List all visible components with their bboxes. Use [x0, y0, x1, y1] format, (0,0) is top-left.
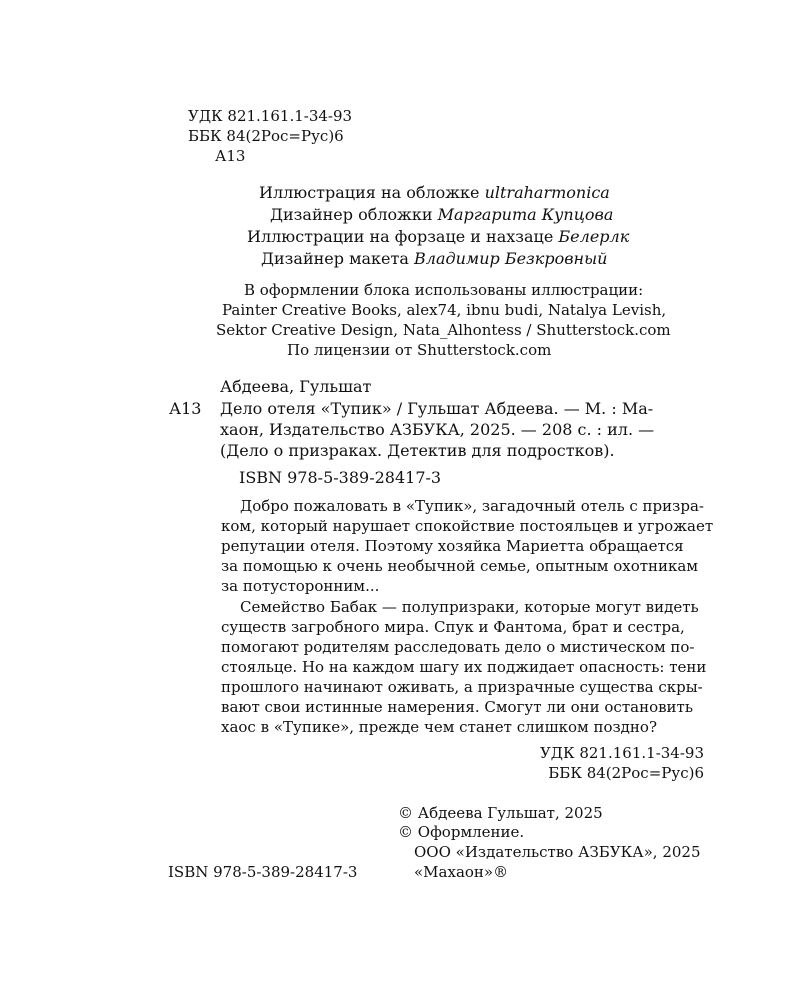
- bottom-bbk-code: ББК 84(2Рос=Рус)6: [548, 764, 704, 782]
- author-mark: А13: [215, 147, 246, 165]
- catalog-line: хаон, Издательство АЗБУКА, 2025. — 208 с. : ил. —: [220, 420, 655, 439]
- annotation-line: ком, который нарушает спокойствие постояльцев и угрожает: [221, 517, 714, 535]
- copyright-author: © Абдеева Гульшат, 2025: [398, 804, 603, 822]
- copyright-imprint: «Махаон»®: [414, 863, 509, 881]
- sources-heading: В оформлении блока использованы иллюстрации:: [244, 281, 644, 299]
- annotation-line: репутации отеля. Поэтому хозяйка Мариетта обращается: [221, 537, 684, 555]
- annotation-line: за помощью к очень необычной семье, опытным охотникам: [221, 557, 699, 575]
- credit-cover-illustration: Иллюстрация на обложке ultraharmonica: [259, 183, 610, 202]
- catalog-line: (Дело о призраках. Детектив для подростков).: [220, 441, 615, 460]
- copyright-publisher: ООО «Издательство АЗБУКА», 2025: [414, 843, 701, 861]
- catalog-mark: А13: [169, 399, 202, 418]
- license-line: По лицензии от Shutterstock.com: [287, 341, 552, 359]
- annotation-line: стояльце. Но на каждом шагу их поджидает опасность: тени: [221, 658, 707, 676]
- sources-line: Painter Creative Books, alex74, ibnu budi, Natalya Levish,: [222, 301, 667, 319]
- annotation-line: существ загробного мира. Спук и Фантома, брат и сестра,: [221, 618, 685, 636]
- bottom-isbn: ISBN 978-5-389-28417-3: [168, 863, 358, 881]
- annotation-line: Добро пожаловать в «Тупик», загадочный отель с призра-: [240, 497, 704, 515]
- annotation-line: хаос в «Тупике», прежде чем станет слишком поздно?: [221, 718, 657, 736]
- bbk-code: ББК 84(2Рос=Рус)6: [188, 127, 344, 145]
- annotation-line: помогают родителям расследовать дело о мистическом по-: [221, 638, 695, 656]
- credit-layout-designer: Дизайнер макета Владимир Безкровный: [261, 249, 608, 268]
- copyright-design: © Оформление.: [398, 823, 525, 841]
- catalog-line: Дело отеля «Тупик» / Гульшат Абдеева. — М. : Ма-: [220, 399, 654, 418]
- catalog-isbn: ISBN 978-5-389-28417-3: [239, 468, 442, 487]
- sources-line: Sektor Creative Design, Nata_Alhontess / Shutterstock.com: [216, 321, 671, 339]
- bottom-udk-code: УДК 821.161.1-34-93: [539, 744, 704, 762]
- credit-cover-designer: Дизайнер обложки Маргарита Купцова: [270, 205, 614, 224]
- annotation-line: Семейство Бабак — полупризраки, которые могут видеть: [240, 598, 699, 616]
- udk-code: УДК 821.161.1-34-93: [188, 107, 353, 125]
- catalog-author: Абдеева, Гульшат: [220, 377, 372, 396]
- annotation-line: за потусторонним...: [221, 577, 380, 595]
- annotation-line: вают свои истинные намерения. Смогут ли они остановить: [221, 698, 694, 716]
- credit-endpaper-illustration: Иллюстрации на форзаце и нахзаце Белерлк: [247, 227, 630, 246]
- annotation-line: прошлого начинают оживать, а призрачные существа скры-: [221, 678, 703, 696]
